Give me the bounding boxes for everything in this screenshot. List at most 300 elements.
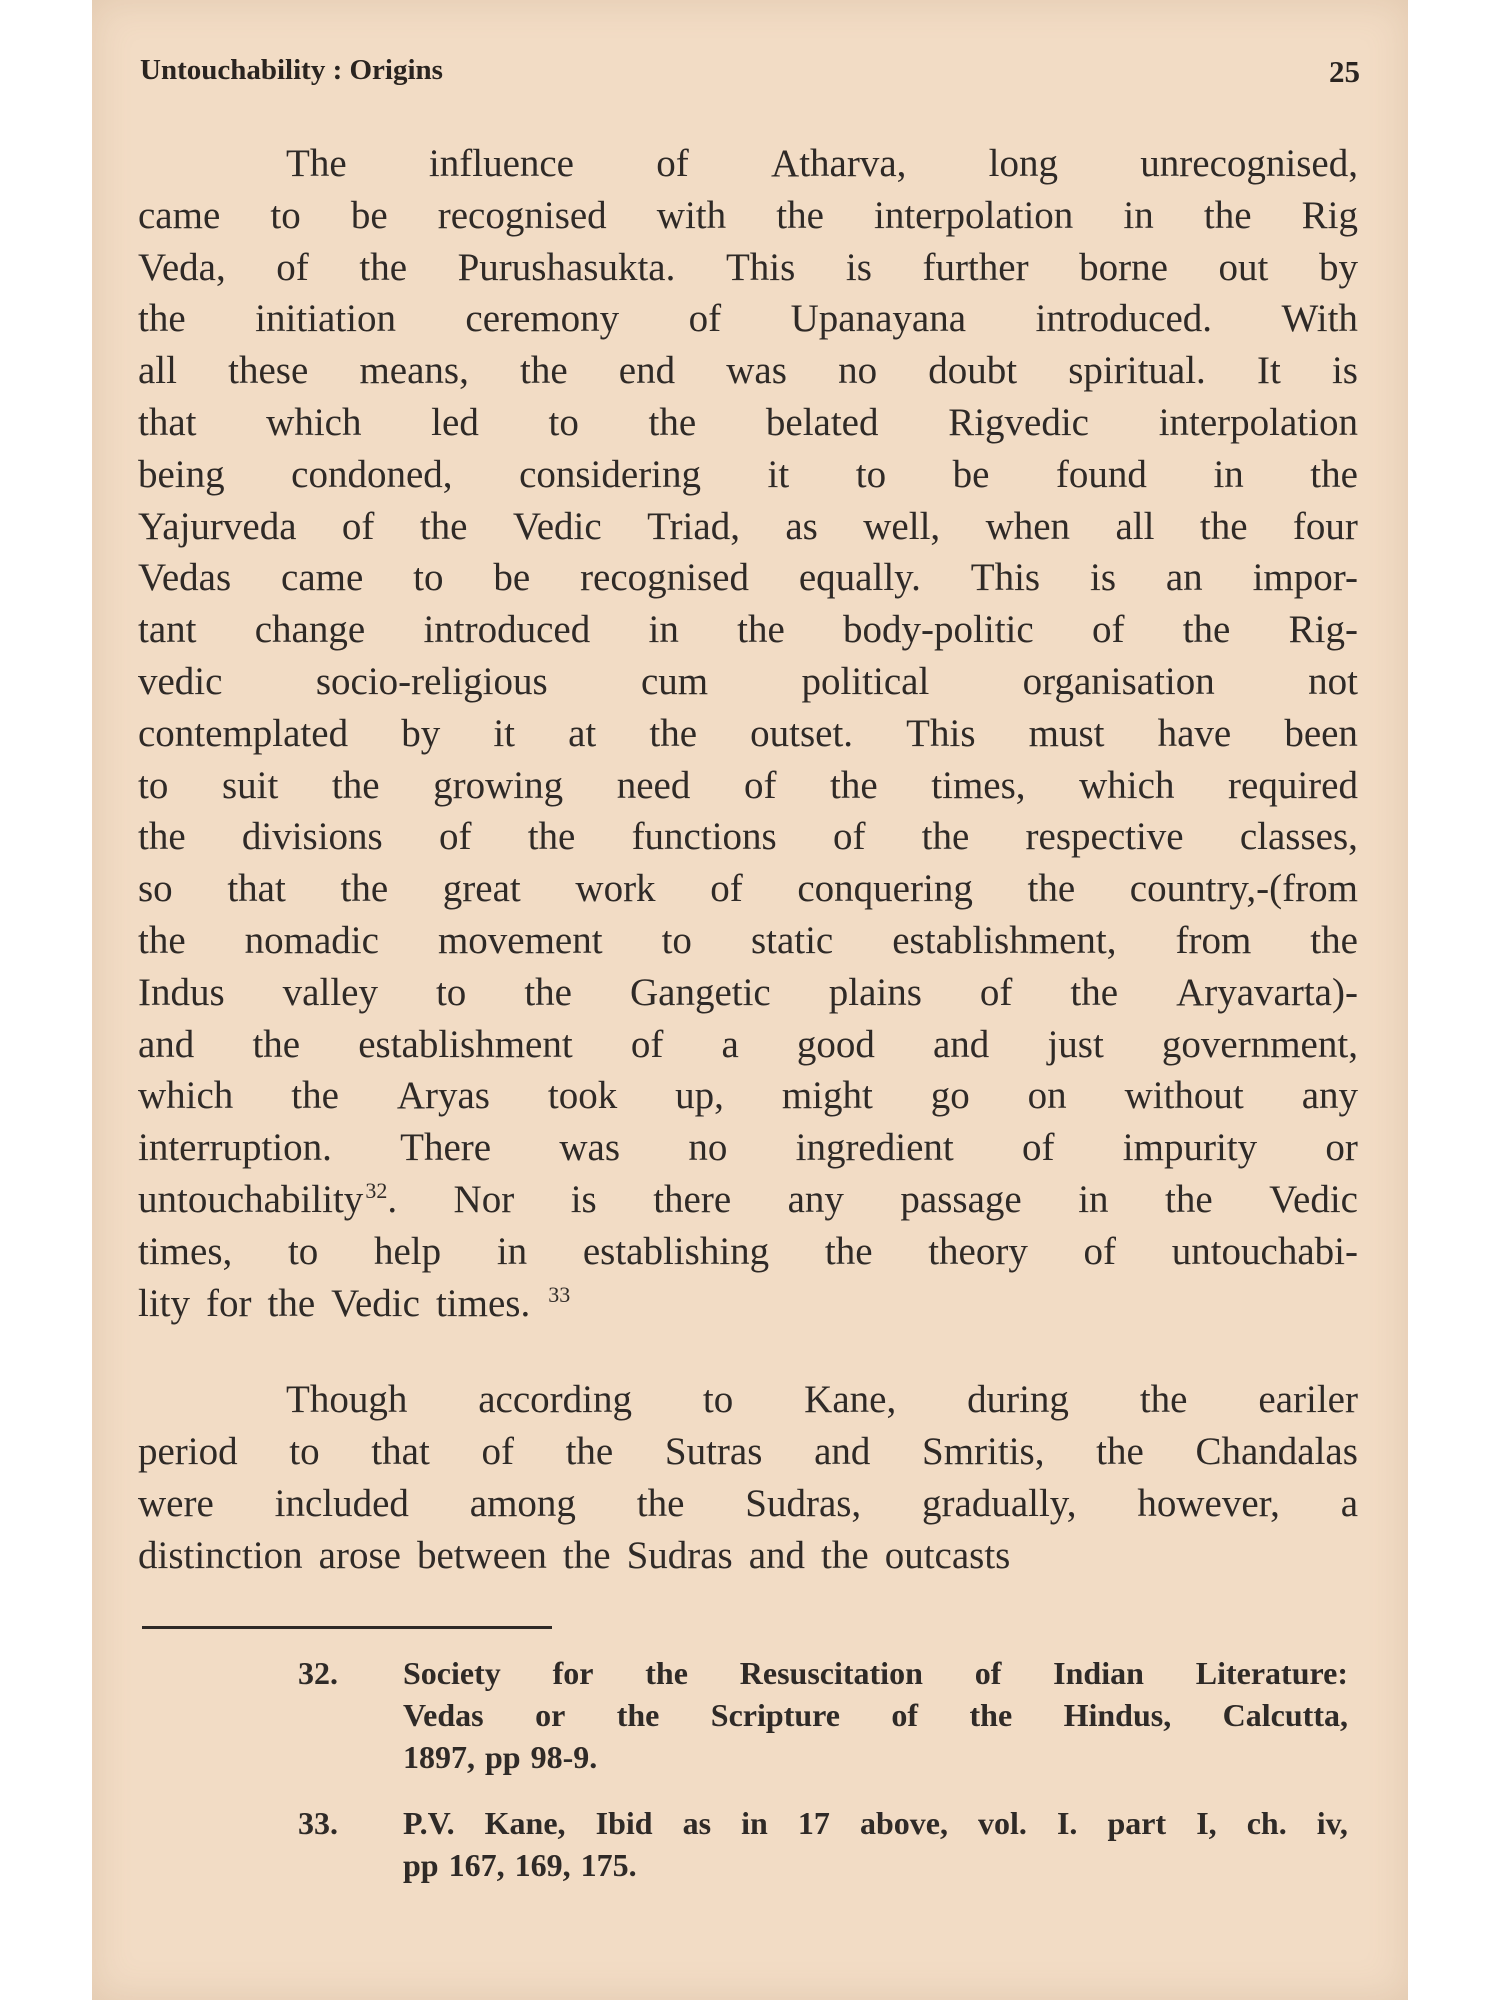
word: contemplated (138, 711, 349, 755)
word: of (438, 815, 472, 859)
text-line (138, 293, 1358, 345)
word: lity (138, 1281, 191, 1325)
word: or (535, 1697, 566, 1733)
word: been (1284, 711, 1358, 755)
word: the (419, 504, 468, 548)
word: so (138, 867, 173, 911)
word: ceremony (465, 297, 620, 341)
word: plains (828, 970, 922, 1014)
word: required (1228, 763, 1358, 807)
word: of (688, 297, 722, 341)
text-line (138, 1174, 1358, 1226)
word: good (796, 1022, 875, 1066)
word: the (616, 1697, 660, 1733)
word: times. (435, 1281, 531, 1325)
word: vol. (978, 1805, 1027, 1841)
word: took (547, 1074, 618, 1118)
word: led (431, 400, 479, 444)
word: of (630, 1022, 664, 1066)
word: of (1083, 1229, 1117, 1273)
word: Aryas (396, 1074, 490, 1118)
word: Rig (1301, 193, 1358, 237)
word: the (636, 1481, 685, 1525)
word: Scripture (710, 1697, 840, 1733)
word: found (1055, 452, 1147, 496)
word: came (138, 193, 221, 237)
word: P.V. (403, 1805, 455, 1841)
word: equally. (798, 556, 921, 600)
text-line (138, 1070, 1358, 1122)
word: the (524, 970, 572, 1014)
word: the (1027, 867, 1076, 911)
word: the (1182, 608, 1231, 652)
word: have (1157, 711, 1232, 755)
word: establishment, (892, 918, 1117, 962)
footnote-ref: 33 (548, 1281, 571, 1307)
footnote-text (403, 1652, 1348, 1778)
word: the (138, 297, 186, 341)
word: the (776, 193, 824, 237)
word: classes, (1239, 815, 1358, 859)
word: doubt (928, 349, 1018, 393)
word: up, (675, 1074, 724, 1118)
text-line (138, 501, 1358, 553)
word: great (442, 867, 521, 911)
word: it (767, 452, 790, 496)
footnote-number: 32. (298, 1655, 338, 1691)
word: country,-(from (1129, 867, 1358, 911)
word: further (922, 245, 1029, 289)
word: Vedic (331, 1281, 420, 1325)
word: by (401, 711, 441, 755)
word: respective (1025, 815, 1184, 859)
word: condoned, (291, 452, 453, 496)
word: the (1310, 918, 1358, 962)
word: Indus (138, 970, 225, 1014)
word: 17 (797, 1805, 830, 1841)
word: or (1325, 1126, 1358, 1170)
word: the (1139, 1378, 1188, 1422)
word: I. (1056, 1805, 1078, 1841)
word: however, (1137, 1481, 1280, 1525)
word: to (413, 556, 444, 600)
word: gradually, (922, 1481, 1077, 1525)
word: conquering (797, 867, 973, 911)
word: the (267, 1281, 316, 1325)
word: was (726, 349, 787, 393)
word: Literature: (1195, 1655, 1348, 1691)
word: for (552, 1655, 594, 1691)
word: valley (282, 970, 378, 1014)
footnote-ref: 32 (365, 1177, 388, 1203)
word: and (933, 1022, 990, 1066)
word: means, (359, 349, 469, 393)
word: was (559, 1126, 621, 1170)
text-line (138, 138, 1358, 190)
word: of (1022, 1126, 1055, 1170)
word: the (252, 1022, 301, 1066)
word: of (341, 504, 375, 548)
word: the (824, 1229, 873, 1273)
text-line (138, 345, 1358, 397)
word: no (688, 1126, 728, 1170)
word: Indian (1053, 1655, 1144, 1691)
text-line (138, 604, 1358, 656)
word: There (400, 1126, 492, 1170)
word: be (952, 452, 990, 496)
word: the (1070, 970, 1119, 1014)
word: vedic (138, 659, 223, 703)
word: I, (1196, 1805, 1217, 1841)
word: iv, (1316, 1805, 1348, 1841)
text-line (138, 190, 1358, 242)
word: the (1199, 504, 1248, 548)
word: might (781, 1074, 873, 1118)
footnote-line (403, 1694, 1348, 1736)
text-line (138, 242, 1358, 294)
word: when (985, 504, 1071, 548)
word: Kane, (804, 1378, 897, 1422)
text-line (138, 1374, 1358, 1426)
word: of (481, 1430, 514, 1474)
word: as (785, 504, 818, 548)
text-line (138, 811, 1358, 863)
word: and (748, 1533, 806, 1577)
word: interpolation (1158, 400, 1358, 444)
word: of (1091, 608, 1125, 652)
word: times, (931, 763, 1026, 807)
word: Vedic (512, 504, 602, 548)
word: 98-9. (530, 1739, 598, 1775)
word: growing (433, 763, 564, 807)
word: cum (640, 659, 709, 703)
text-line (138, 915, 1358, 967)
text-line (138, 552, 1358, 604)
word: considering (519, 452, 702, 496)
word: these (228, 349, 309, 393)
running-title: Untouchability : Origins (140, 54, 443, 86)
word: and (138, 1022, 195, 1066)
word: is (1331, 349, 1358, 393)
word: Calcutta, (1222, 1697, 1348, 1733)
word: to (270, 193, 301, 237)
text-line (138, 1122, 1358, 1174)
word: according (478, 1378, 632, 1422)
word: suit (221, 763, 279, 807)
word: change (254, 608, 366, 652)
word: no (838, 349, 878, 393)
word: all (1115, 504, 1155, 548)
word: the (138, 815, 186, 859)
word: influence (428, 142, 574, 185)
word: Yajurveda (138, 504, 297, 548)
word: organisation (1022, 659, 1215, 703)
word: which (266, 400, 362, 444)
footnote-text (403, 1802, 1348, 1886)
word: Resuscitation (739, 1655, 923, 1691)
text-line (138, 1019, 1358, 1071)
word: outset. (750, 711, 854, 755)
word: establishing (582, 1229, 770, 1273)
word: Sudras, (745, 1481, 862, 1525)
footnote-33 (298, 1802, 1348, 1886)
word: included (274, 1481, 409, 1525)
text-line (138, 397, 1358, 449)
word: outcasts (884, 1533, 1011, 1577)
word: of (743, 763, 777, 807)
word: 169, (514, 1847, 571, 1883)
word: just (1047, 1022, 1104, 1066)
word: of (974, 1655, 1002, 1691)
word: Atharva, (771, 142, 907, 185)
text-line (138, 1530, 1358, 1582)
word: in (1123, 193, 1154, 237)
word: for (206, 1281, 252, 1325)
word: untouchability$^{32}$. (138, 1177, 398, 1221)
word: pp (403, 1847, 439, 1883)
word: in (496, 1229, 528, 1273)
word: the (291, 1074, 339, 1118)
word: were (138, 1481, 214, 1525)
word: the (969, 1697, 1013, 1733)
word: the (648, 400, 697, 444)
word: static (750, 918, 834, 962)
word: between (416, 1533, 547, 1577)
word: without (1124, 1074, 1244, 1118)
word: at (568, 711, 597, 755)
word: Though (286, 1378, 408, 1422)
word: interruption. (138, 1126, 332, 1170)
word: Rigvedic (948, 400, 1089, 444)
word: with (656, 193, 727, 237)
word: that (138, 400, 197, 444)
word: initiation (255, 297, 396, 341)
word: Gangetic (629, 970, 771, 1014)
word: of (656, 142, 689, 185)
word: the (1310, 452, 1358, 496)
word: which (1079, 763, 1175, 807)
word: to (702, 1378, 734, 1422)
text-line (138, 1226, 1358, 1278)
paragraph-gap (138, 1329, 1358, 1374)
word: impor- (1252, 556, 1358, 600)
word: political (801, 659, 930, 703)
word: ch. (1246, 1805, 1287, 1841)
word: need (616, 763, 691, 807)
word: that (371, 1430, 430, 1474)
word: to (138, 763, 169, 807)
page-number: 25 (1329, 54, 1360, 89)
text-line (138, 1278, 1358, 1330)
word: help (373, 1229, 442, 1273)
word: the (921, 815, 970, 859)
word: the (527, 815, 576, 859)
word: borne (1079, 245, 1168, 289)
word: an (1165, 556, 1203, 600)
word: Nor (453, 1177, 515, 1221)
word: eariler (1258, 1378, 1358, 1422)
word: nomadic (244, 918, 379, 962)
word: go (930, 1074, 970, 1118)
word: any (787, 1177, 844, 1221)
word: among (469, 1481, 576, 1525)
text-line (138, 967, 1358, 1019)
word: spiritual. (1068, 349, 1206, 393)
word: that (227, 867, 286, 911)
word: is (570, 1177, 597, 1221)
word: in (1213, 452, 1244, 496)
text-line (138, 708, 1358, 760)
word: Aryavarta)- (1176, 970, 1358, 1014)
word: the (340, 867, 389, 911)
word: well, (863, 504, 941, 548)
word: to (289, 1430, 320, 1474)
word: socio-religious (315, 659, 548, 703)
word: arose (318, 1533, 401, 1577)
word: Sutras (664, 1430, 763, 1474)
word: which (138, 1074, 234, 1118)
word: It (1256, 349, 1281, 393)
word: the (565, 1430, 614, 1474)
word: end (618, 349, 676, 393)
text-line (138, 760, 1358, 812)
word: government, (1161, 1022, 1358, 1066)
footnote-32 (298, 1652, 1348, 1778)
word: is (845, 245, 872, 289)
word: the (519, 349, 568, 393)
word: passage (900, 1177, 1022, 1221)
word: work (575, 867, 656, 911)
word: Society (403, 1655, 501, 1691)
word: belated (765, 400, 879, 444)
word: The (286, 142, 347, 185)
word: introduced. (1035, 297, 1213, 341)
word: Upanayana (790, 297, 967, 341)
word: This (970, 556, 1041, 600)
word: not (1308, 659, 1358, 703)
word: Rig- (1288, 608, 1358, 652)
word: of (710, 867, 743, 911)
text-line (138, 449, 1358, 501)
word: to (661, 918, 692, 962)
word: to (287, 1229, 319, 1273)
text-line (138, 1426, 1358, 1478)
word: distinction (138, 1533, 303, 1577)
word: being (138, 452, 225, 496)
word: Ibid (595, 1805, 653, 1841)
word: body-politic (843, 608, 1034, 652)
word: is (1089, 556, 1116, 600)
body-text (138, 138, 1358, 1582)
footnote-line (403, 1844, 1348, 1886)
word: all (138, 349, 177, 393)
word: introduced (423, 608, 591, 652)
word: the (645, 1655, 688, 1691)
word: interpolation (874, 193, 1074, 237)
word: as (682, 1805, 712, 1841)
word: of (891, 1697, 919, 1733)
word: the (737, 608, 785, 652)
word: of (832, 815, 866, 859)
word: Sudras (626, 1533, 733, 1577)
word: Veda, (138, 245, 226, 289)
word: Chandalas (1195, 1430, 1358, 1474)
word: to (548, 400, 579, 444)
word: theory (928, 1229, 1028, 1273)
footnotes (298, 1652, 1348, 1910)
word: above, (859, 1805, 948, 1841)
word: and (814, 1430, 871, 1474)
text-line (138, 863, 1358, 915)
word: the (1165, 1177, 1213, 1221)
word: to (435, 970, 467, 1014)
word: part (1107, 1805, 1167, 1841)
word: must (1028, 711, 1105, 755)
word: be (350, 193, 388, 237)
word: Smritis, (922, 1430, 1045, 1474)
word: recognised (437, 193, 607, 237)
word: the (1096, 1430, 1144, 1474)
page-header (140, 54, 1360, 94)
word: functions (631, 815, 777, 859)
word: from (1175, 918, 1252, 962)
word: Hindus, (1063, 1697, 1172, 1733)
word: by (1318, 245, 1358, 289)
word: This (725, 245, 796, 289)
word: four (1292, 504, 1358, 548)
word: be (493, 556, 531, 600)
word: a (721, 1022, 739, 1066)
footnote-line (403, 1652, 1348, 1694)
word: the (821, 1533, 869, 1577)
word: Triad, (647, 504, 740, 548)
word: the (1203, 193, 1252, 237)
word: of (979, 970, 1013, 1014)
word: came (281, 556, 364, 600)
word: in (741, 1805, 768, 1841)
word: the (649, 711, 698, 755)
word: any (1301, 1074, 1358, 1118)
word: untouchabi- (1171, 1229, 1358, 1273)
word: it (493, 711, 515, 755)
word: This (906, 711, 976, 755)
word: the (359, 245, 408, 289)
word: tant (138, 608, 197, 652)
word: Vedic (1269, 1177, 1358, 1221)
word: the (331, 763, 380, 807)
word: pp (485, 1739, 521, 1775)
word (546, 1278, 570, 1330)
footnote-number: 33. (298, 1805, 338, 1841)
word: Purushasukta. (457, 245, 676, 289)
word: Vedas (403, 1697, 484, 1733)
word: a (1340, 1481, 1358, 1525)
text-line (138, 656, 1358, 708)
word: With (1281, 297, 1358, 341)
footnote-line (403, 1802, 1348, 1844)
book-page (92, 0, 1408, 2000)
word: the (138, 918, 186, 962)
word: period (138, 1430, 238, 1474)
word: the (830, 763, 878, 807)
word: 175. (580, 1847, 637, 1883)
word: times, (138, 1229, 233, 1273)
word: long (988, 142, 1058, 185)
word: impurity (1122, 1126, 1258, 1170)
word: movement (437, 918, 603, 962)
word: the (562, 1533, 611, 1577)
text-line (138, 1478, 1358, 1530)
